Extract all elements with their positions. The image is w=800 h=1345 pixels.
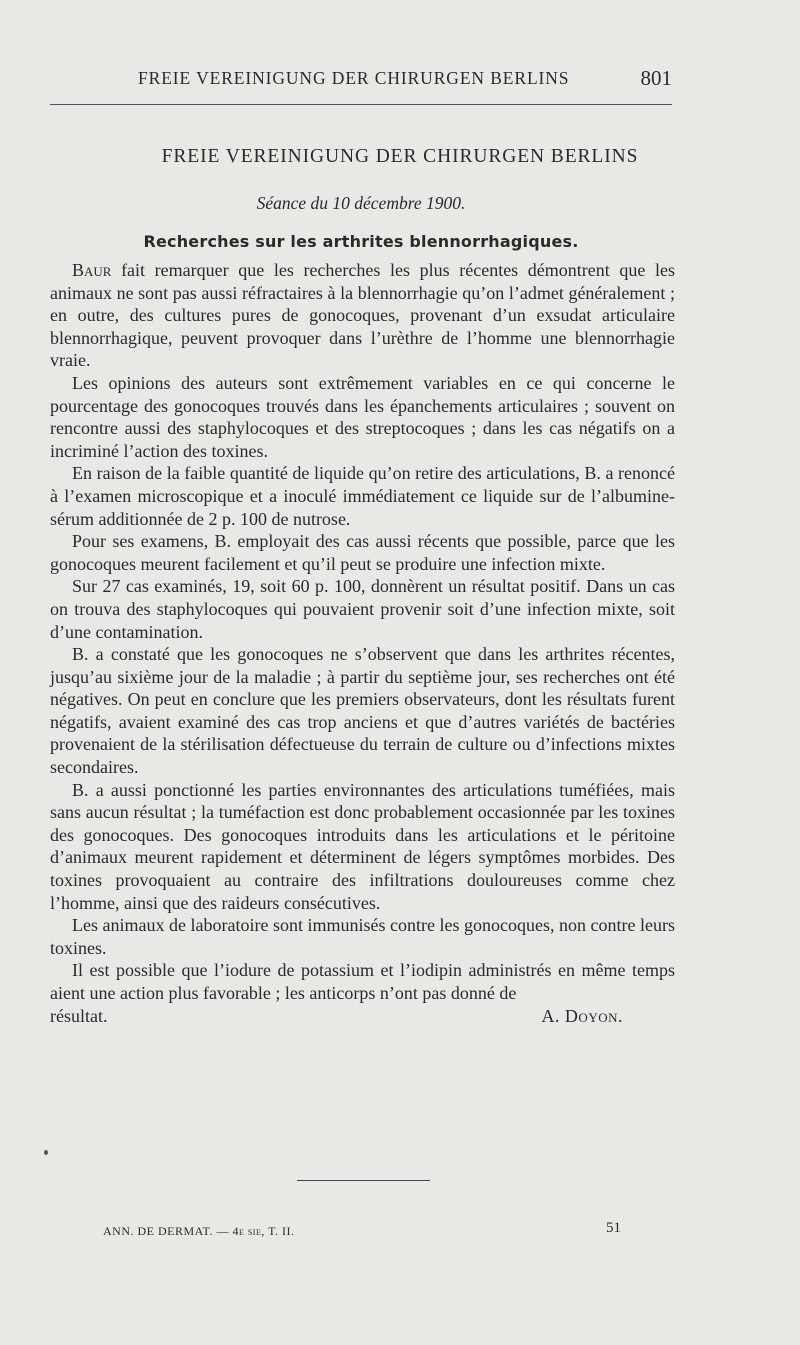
paragraph <box>50 259 675 372</box>
session-date: Séance du 10 décembre 1900. <box>256 193 466 213</box>
signature: A. Doyon. <box>541 1005 623 1026</box>
paragraph: Les opinions des auteurs sont extrêmement variables en ce qui concerne le pourcentage des gonocoques trouvés dans les épanchements articulaires ; souvent on rencontre aussi des staphylocoques et des streptocoques ; dans les cas négatifs on a incriminé l’action des toxines. <box>50 372 675 461</box>
paragraph-text: fait remarquer que les recherches les plus récentes démontrent que les animaux ne sont pas aussi réfractaires à la blennorrhagie qu’on l’admet généralement ; en outre, des cultures pures de gonocoques, provenant d’un exsudat articulaire blennorrhagique, peuvent provoquer dans l’urèthre de l’homme une blennorrhagie vraie. <box>50 260 675 371</box>
article-body <box>50 259 675 1027</box>
paragraph: B. a aussi ponctionné les parties environnantes des articulations tuméfiées, mais sans aucun résultat ; la tuméfaction est donc probablement occasionnée par les toxines des gonocoques. Des gonocoques introduits dans les articulations et le péritoine d’animaux meurent rapidement et déterminent de légers symptômes morbides. Des toxines provoquaient au contraire des infiltrations douloureuses comme chez l’homme, ainsi que des raideurs consécutives. <box>50 779 675 913</box>
closing-text: résultat. <box>50 1005 108 1026</box>
paragraph: Les animaux de laboratoire sont immunisés contre les gonocoques, non contre leurs toxines. <box>50 915 675 958</box>
author-name: Baur <box>72 260 112 280</box>
journal-signature: ANN. DE DERMAT. — 4e sie, T. II. <box>103 1224 295 1238</box>
society-title: FREIE VEREINIGUNG DER CHIRURGEN BERLINS <box>161 146 639 167</box>
paragraph: Sur 27 cas examinés, 19, soit 60 p. 100, donnèrent un résultat positif. Dans un cas on trouva des staphylocoques qui pouvaient provenir soit d’une infection mixte, soit d’une contamination. <box>50 576 675 642</box>
end-rule <box>297 1180 430 1181</box>
paragraph: B. a constaté que les gonocoques ne s’observent que dans les arthrites récentes, jusqu’au sixième jour de la maladie ; à partir du septième jour, ses recherches ont été négatives. On peut en conclure que les premiers observateurs, dont les résultats furent négatifs, avaient examiné des cas trop anciens et que d’autres variétés de bactéries provenaient de la stérilisation défectueuse du terrain de culture ou d’infections mixtes secondaires. <box>50 644 675 778</box>
article-heading: Recherches sur les arthrites blennorrhagiques. <box>143 232 579 251</box>
paragraph: Il est possible que l’iodure de potassium et l’iodipin administrés en même temps aient une action plus favorable ; les anticorps n’ont pas donné de <box>50 960 675 1003</box>
ink-speck <box>44 1150 48 1155</box>
paragraph: En raison de la faible quantité de liquide qu’on retire des articulations, B. a renoncé à l’examen microscopique et a inoculé immédiatement ce liquide sur de l’albumine-sérum additionnée de 2 p. 100 de nutrose. <box>50 463 675 529</box>
page-number: 801 <box>640 66 672 90</box>
running-title: FREIE VEREINIGUNG DER CHIRURGEN BERLINS <box>138 68 570 88</box>
closing-line <box>50 1005 675 1028</box>
header-rule <box>50 104 672 105</box>
paragraph: Pour ses examens, B. employait des cas aussi récents que possible, parce que les gonocoques meurent facilement et qu’il peut se produire une infection mixte. <box>50 531 675 574</box>
sheet-number: 51 <box>606 1220 621 1236</box>
running-header <box>138 66 672 94</box>
